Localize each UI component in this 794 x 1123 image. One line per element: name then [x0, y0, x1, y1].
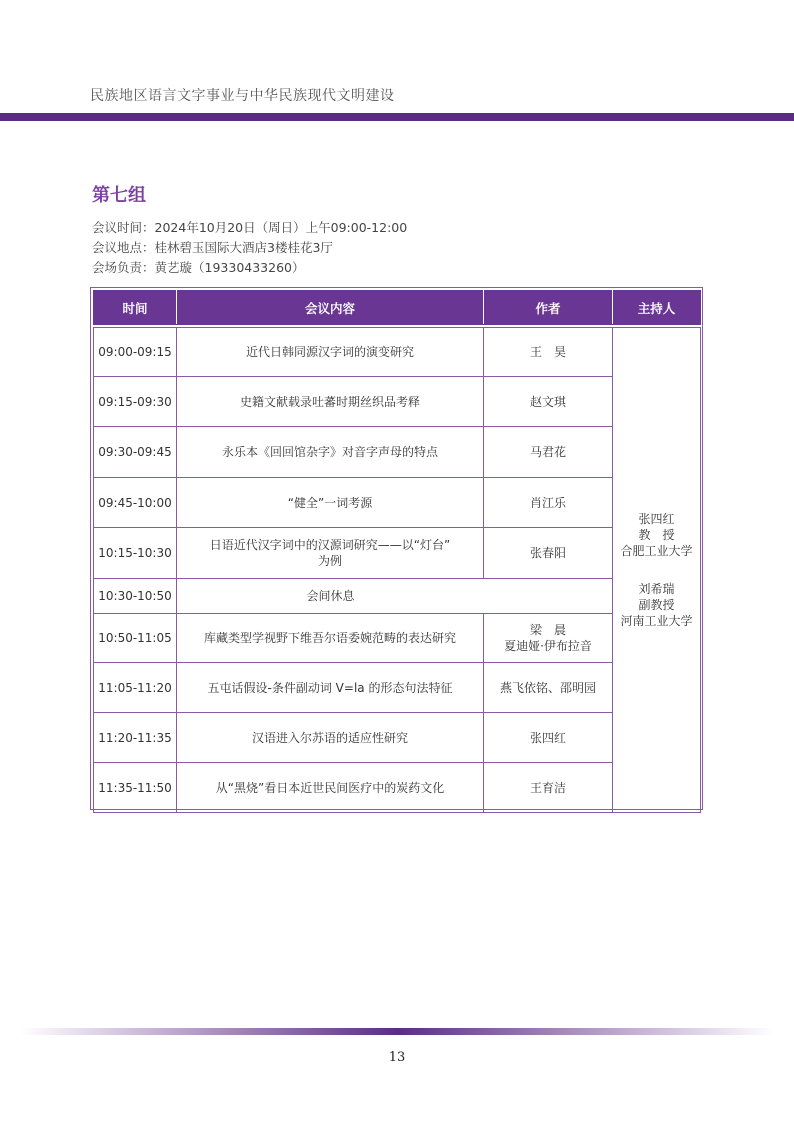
- header-time: 时间: [94, 291, 177, 325]
- row-time: 11:05-11:20: [94, 663, 177, 713]
- row-time: 10:50-11:05: [94, 614, 177, 663]
- table-row: [94, 713, 701, 763]
- row-author: 肖江乐: [484, 478, 613, 528]
- meeting-time-value: 2024年10月20日（周日）上午09:00-12:00: [154, 220, 408, 235]
- row-time: 11:35-11:50: [94, 763, 177, 813]
- row-time: 09:15-09:30: [94, 377, 177, 427]
- row-content: 五屯话假设-条件副动词 V=la 的形态句法特征: [177, 663, 484, 713]
- row-content: 永乐本《回回馆杂字》对音字声母的特点: [177, 427, 484, 478]
- row-content: 汉语进入尔苏语的适应性研究: [177, 713, 484, 763]
- row-content-line-2: 为例: [317, 554, 342, 568]
- header-author: 作者: [484, 291, 613, 325]
- row-author: 王 昊: [484, 328, 613, 377]
- row-time: 10:30-10:50: [94, 579, 177, 614]
- host-name-2: 刘希瑞: [638, 582, 675, 596]
- header-content: 会议内容: [177, 291, 484, 325]
- row-time: 09:30-09:45: [94, 427, 177, 478]
- table-row: [94, 377, 701, 427]
- host-org-1: 合肥工业大学: [620, 544, 693, 558]
- meeting-time-label: 会议时间：: [92, 220, 155, 235]
- row-content: [177, 528, 484, 579]
- table-row: [94, 528, 701, 579]
- table-row: [94, 328, 701, 377]
- table-row-break: [94, 579, 701, 614]
- row-content-line-1: 日语近代汉字词中的汉源词研究——以“灯台”: [209, 538, 451, 552]
- row-content: 库藏类型学视野下维吾尔语委婉范畴的表达研究: [177, 614, 484, 663]
- table-row: [94, 427, 701, 478]
- break-label: 会间休息: [306, 589, 355, 603]
- row-author-line-2: 夏迪娅·伊布拉音: [504, 639, 592, 653]
- row-author: 张春阳: [484, 528, 613, 579]
- meeting-contact-value: 黄艺璇（19330433260）: [154, 260, 305, 275]
- host-org-2: 河南工业大学: [620, 614, 693, 628]
- row-author: 张四红: [484, 713, 613, 763]
- schedule-table: [93, 290, 701, 813]
- meeting-place-label: 会议地点：: [92, 240, 155, 255]
- row-author: 燕飞依铭、邵明园: [484, 663, 613, 713]
- row-time: 10:15-10:30: [94, 528, 177, 579]
- row-author-line-1: 梁 晨: [529, 623, 566, 637]
- meeting-contact-label: 会场负责：: [92, 260, 155, 275]
- page-number: 13: [388, 1050, 406, 1065]
- row-author: 马君花: [484, 427, 613, 478]
- row-time: 09:00-09:15: [94, 328, 177, 377]
- row-content: 史籍文献载录吐蕃时期丝织品考释: [177, 377, 484, 427]
- row-content: “健全”一词考源: [177, 478, 484, 528]
- table-row: [94, 614, 701, 663]
- host-cell: [613, 328, 701, 813]
- meeting-place-value: 桂林碧玉国际大酒店3楼桂花3厅: [154, 240, 333, 255]
- host-title-2: 副教授: [638, 598, 675, 612]
- meeting-contact: [92, 258, 305, 276]
- header-host: 主持人: [613, 291, 701, 325]
- row-author: [484, 614, 613, 663]
- row-content: [177, 579, 613, 614]
- row-content: 近代日韩同源汉字词的演变研究: [177, 328, 484, 377]
- row-author: 王育洁: [484, 763, 613, 813]
- row-author: 赵文琪: [484, 377, 613, 427]
- meeting-place: [92, 238, 333, 256]
- table-row: [94, 763, 701, 813]
- host-title-1: 教 授: [638, 528, 675, 542]
- row-content: 从“黑烧”看日本近世民间医疗中的炭药文化: [177, 763, 484, 813]
- header-divider-bar: [0, 113, 794, 121]
- table-row: [94, 663, 701, 713]
- host-name-1: 张四红: [638, 512, 675, 526]
- meeting-time: [92, 218, 407, 236]
- row-time: 09:45-10:00: [94, 478, 177, 528]
- table-row: [94, 478, 701, 528]
- table-header-row: [94, 291, 701, 325]
- row-time: 11:20-11:35: [94, 713, 177, 763]
- running-header-title: 民族地区语言文字事业与中华民族现代文明建设: [90, 88, 395, 104]
- group-title: 第七组: [92, 185, 146, 206]
- footer-gradient-bar: [20, 1028, 774, 1035]
